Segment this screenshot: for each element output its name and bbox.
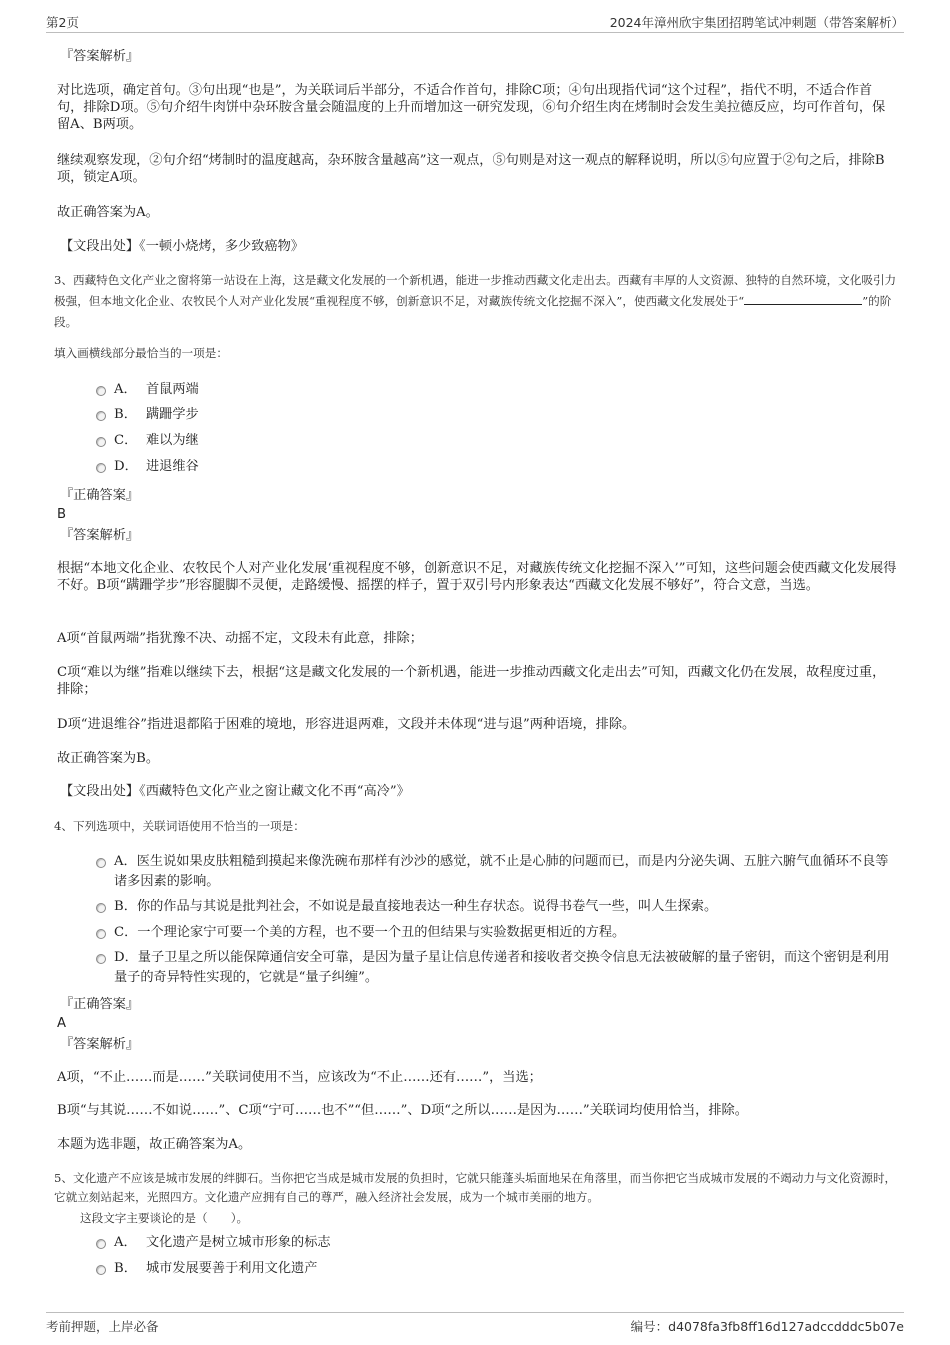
page-footer [46,1312,904,1339]
radio-button[interactable] [96,929,106,939]
analysis-paragraph: 对比选项，确定首句。③句出现“也是”，为关联词后半部分，不适合作首句，排除C项；④句出现指代词“这个过程”，指代不明，不适合作首句，排除D项。⑤句介绍牛肉饼中杂环胺含量会随温度的上升而增加这一研究发现，⑥句介绍生肉在烤制时会发生美拉德反应，均可作首句，保留A、B两项。 [57,83,886,132]
analysis-paragraph: 继续观察发现，②句介绍“烤制时的温度越高，杂环胺含量越高”这一观点，⑤句则是对这一观点的解释说明，所以⑤句应置于②句之后，排除B项，锁定A项。 [57,153,885,185]
option-a[interactable]: A．医生说如果皮肤粗糙到摸起来像洗碗布那样有沙沙的感觉，就不止是心肺的问题而已，而是内分泌失调、五脏六腑气血循环不良等诸多因素的影响。 [96,852,896,892]
footer-slogan: 考前押题，上岸必备 [46,1319,159,1334]
answer-blank [744,292,862,305]
analysis-label: 『答案解析』 [60,528,140,543]
document-title: 2024年漳州欣宇集团招聘笔试冲刺题（带答案解析） [609,15,904,30]
radio-button[interactable] [96,1239,106,1249]
analysis-paragraph: A项，“不止……而是……”关联词使用不当，应该改为“不止……还有……”，当选； [57,1070,542,1085]
question-stem: 3、西藏特色文化产业之窗将第一站设在上海，这是藏文化发展的一个新机遇，能进一步推动西藏文化走出去。西藏有丰厚的人文资源、独特的自然环境，文化吸引力极强，但本地文化企业、农牧民个人对产业化发展“重视程度不够，创新意识不足，对藏族传统文化挖掘不深入”，使西藏文化发展处于“ ”的阶段。 [54,273,897,329]
question-stem: 4、下列选项中，关联词语使用不恰当的一项是： [54,819,305,833]
answer-label: 『正确答案』 [60,997,140,1012]
question-prompt: 填入画横线部分最恰当的一项是： [54,346,228,360]
analysis-paragraph: 根据“本地文化企业、农牧民个人对产业化发展‘重视程度不够，创新意识不足，对藏族传统文化挖掘不深入’”可知，这些问题会使西藏文化发展得不好。B项“蹒跚学步”形容腿脚不灵便，走路缓慢、摇摆的样子，置于双引号内形象表达“西藏文化发展不够好”，符合文意，当选。 [57,561,897,593]
analysis-paragraph: B项“与其说……不如说……”、C项“宁可……也不”“但……”、D项“之所以……是因为……”关联词均使用恰当，排除。 [57,1103,748,1118]
radio-button[interactable] [96,437,106,447]
radio-button[interactable] [96,463,106,473]
page-number: 第2页 [46,15,79,30]
answer-label: 『正确答案』 [60,488,140,503]
radio-button[interactable] [96,858,106,868]
analysis-conclusion: 故正确答案为A。 [57,205,159,220]
analysis-paragraph: D项“进退维谷”指进退都陷于困难的境地，形容进退两难，文段并未体现“进与退”两种语境，排除。 [57,717,636,732]
document-id: 编号：d4078fa3fb8ff16d127adccdddc5b07e [630,1319,904,1334]
correct-answer: B [57,507,67,522]
option-c[interactable]: C．一个理论家宁可要一个美的方程，也不要一个丑的但结果与实验数据更相近的方程。 [96,923,896,943]
question-prompt: 这段文字主要谈论的是（ ）。 [80,1211,249,1225]
radio-button[interactable] [96,386,106,396]
analysis-paragraph: C项“难以为继”指难以继续下去，根据“这是藏文化发展的一个新机遇，能进一步推动西藏文化走出去”可知，西藏文化仍在发展，故程度过重，排除； [57,665,886,697]
analysis-label: 『答案解析』 [60,1037,140,1052]
analysis-paragraph: A项“首鼠两端”指犹豫不决、动摇不定，文段未有此意，排除； [57,631,423,646]
correct-answer: A [57,1016,67,1031]
question-stem: 5、文化遗产不应该是城市发展的绊脚石。当你把它当成是城市发展的负担时，它就只能蓬头垢面地呆在角落里，而当你把它当成城市发展的不竭动力与文化资源时，它就立刻站起来，光照四方。文化遗产应拥有自己的尊严，融入经济社会发展，成为一个城市美丽的地方。 [54,1171,897,1204]
radio-button[interactable] [96,954,106,964]
page-header [46,10,904,33]
option-b[interactable]: B．你的作品与其说是批判社会，不如说是最直接地表达一种生存状态。说得书卷气一些，叫人生探索。 [96,897,896,917]
option-d[interactable]: D．量子卫星之所以能保障通信安全可靠，是因为量子星让信息传递者和接收者交换令信息无法被破解的量子密钥，而这个密钥是利用量子的奇异特性实现的，它就是“量子纠缠”。 [96,948,896,988]
radio-button[interactable] [96,1265,106,1275]
analysis-conclusion: 本题为选非题，故正确答案为A。 [57,1137,252,1152]
source-citation: 【文段出处】《一顿小烧烤，多少致癌物》 [60,239,304,254]
radio-button[interactable] [96,903,106,913]
analysis-label: 『答案解析』 [60,49,140,64]
radio-button[interactable] [96,411,106,421]
source-citation: 【文段出处】《西藏特色文化产业之窗让藏文化不再“高冷”》 [60,784,410,799]
analysis-conclusion: 故正确答案为B。 [57,751,160,766]
